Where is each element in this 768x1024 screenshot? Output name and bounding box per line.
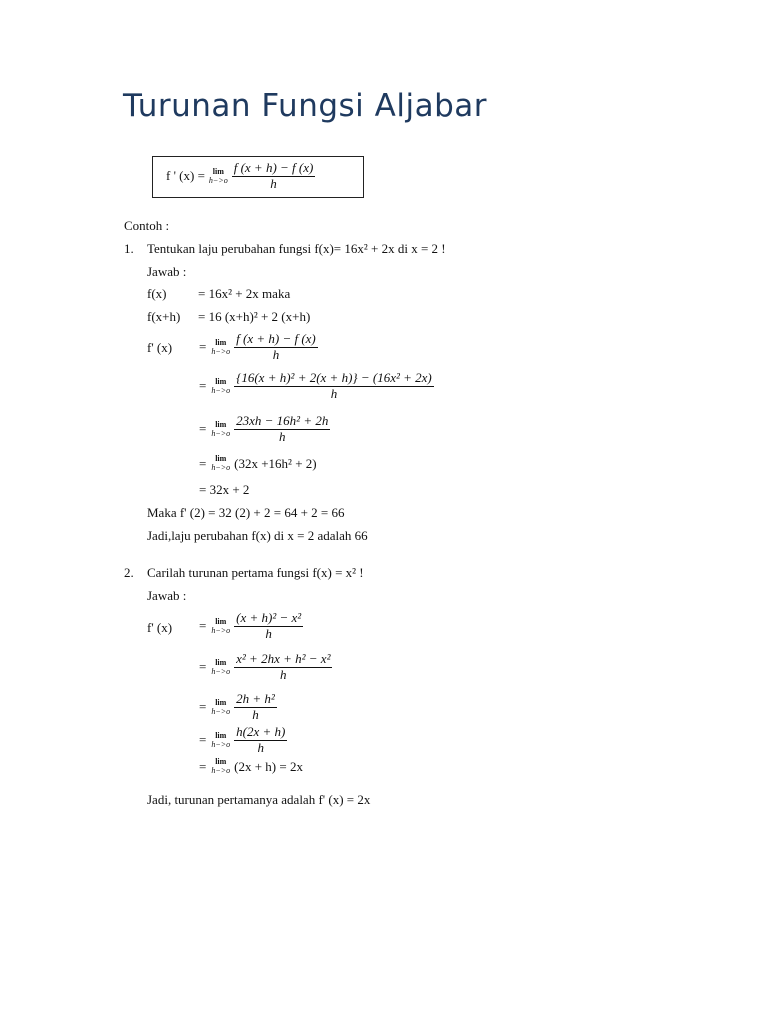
p1-step-5: = 32x + 2 (199, 482, 250, 497)
lim-word: lim (215, 730, 227, 740)
p2-jadi: Jadi, turunan pertamanya adalah f' (x) = 2x (147, 792, 371, 807)
lim-word: lim (215, 376, 227, 386)
lim-subscript: h−>o (211, 766, 231, 775)
lim-subscript: h−>o (211, 428, 231, 438)
fx-label: f(x) (147, 286, 167, 301)
lim-subscript: h−>o (211, 346, 231, 356)
lim-word: lim (215, 454, 227, 463)
equals-sign: = (199, 421, 207, 437)
p2-step-5 (199, 758, 303, 775)
p2-step-4 (199, 725, 287, 756)
lim-word: lim (212, 166, 224, 176)
equals-sign: = (199, 618, 207, 634)
fraction-numerator: h(2x + h) (236, 724, 286, 739)
lim-word: lim (215, 337, 227, 347)
contoh-label: Contoh : (124, 218, 170, 233)
step-fraction (234, 371, 434, 402)
limit-operator (211, 421, 230, 438)
step-fraction (234, 414, 330, 445)
limit-operator (211, 339, 230, 356)
definition-lhs: f ' (x) = (166, 168, 205, 184)
lim-word: lim (215, 757, 227, 766)
lim-subscript: h−>o (211, 625, 231, 635)
lim-subscript: h−>o (211, 463, 231, 472)
fraction-numerator: 23xh − 16h² + 2h (236, 413, 329, 428)
p1-step-3 (199, 414, 330, 445)
lim-subscript: h−>o (208, 175, 228, 185)
lim-subscript: h−>o (211, 739, 231, 749)
step-expression: (32x +16h² + 2) (234, 455, 317, 471)
equals-sign: = (199, 339, 207, 355)
problem1-prompt: Tentukan laju perubahan fungsi f(x)= 16x² + 2x di x = 2 ! (147, 241, 446, 256)
fraction-denominator: h (265, 625, 272, 641)
limit-operator (209, 168, 228, 185)
fraction-denominator: h (280, 666, 287, 682)
p1-step-1 (199, 332, 318, 363)
equals-sign: = (199, 758, 207, 774)
fx-value: = 16x² + 2x maka (198, 286, 291, 301)
lim-word: lim (215, 697, 227, 707)
step-fraction (234, 725, 287, 756)
step-expression: (2x + h) = 2x (234, 758, 303, 774)
definition-formula (166, 161, 315, 192)
fraction-numerator: f (x + h) − f (x) (233, 160, 314, 175)
lim-subscript: h−>o (211, 666, 231, 676)
equals-sign: = (199, 699, 207, 715)
problem2-jawab: Jawab : (147, 588, 187, 603)
step-fraction (234, 332, 318, 363)
limit-operator (211, 455, 230, 472)
p2-fprime-label: f' (x) (147, 620, 173, 635)
lim-word: lim (215, 419, 227, 429)
lim-word: lim (215, 616, 227, 626)
lim-word: lim (215, 657, 227, 667)
limit-operator (211, 659, 230, 676)
p1-step-4 (199, 455, 317, 472)
limit-operator (211, 618, 230, 635)
p2-step-3 (199, 692, 277, 723)
fraction-numerator: (x + h)² − x² (236, 610, 302, 625)
limit-operator (211, 699, 230, 716)
fraction-denominator: h (279, 428, 286, 444)
fraction-numerator: {16(x + h)² + 2(x + h)} − (16x² + 2x) (236, 370, 432, 385)
fxh-label: f(x+h) (147, 309, 181, 324)
limit-operator (211, 378, 230, 395)
fxh-value: = 16 (x+h)² + 2 (x+h) (198, 309, 311, 324)
problem1-jawab: Jawab : (147, 264, 187, 279)
definition-fraction (232, 161, 316, 192)
fraction-denominator: h (272, 346, 280, 362)
p1-fprime-label: f' (x) (147, 340, 173, 355)
fraction-numerator: 2h + h² (236, 691, 275, 706)
limit-operator (211, 732, 230, 749)
page-title: Turunan Fungsi Aljabar (123, 88, 487, 124)
problem2-number: 2. (124, 565, 134, 580)
step-fraction (234, 652, 332, 683)
p1-jadi: Jadi,laju perubahan f(x) di x = 2 adalah 66 (147, 528, 368, 543)
equals-sign: = (199, 659, 207, 675)
problem1-number: 1. (124, 241, 134, 256)
lim-subscript: h−>o (211, 385, 231, 395)
fraction-denominator: h (270, 175, 277, 191)
equals-sign: = (199, 378, 207, 394)
fraction-numerator: f (x + h) − f (x) (236, 331, 316, 346)
equals-sign: = (199, 455, 207, 471)
fraction-denominator: h (257, 739, 264, 755)
p2-step-1 (199, 611, 303, 642)
p1-step-2 (199, 371, 434, 402)
step-fraction (234, 692, 277, 723)
fraction-denominator: h (330, 385, 338, 401)
step-fraction (234, 611, 303, 642)
limit-operator (211, 758, 230, 775)
lim-subscript: h−>o (211, 706, 231, 716)
fraction-numerator: x² + 2hx + h² − x² (236, 651, 331, 666)
p1-maka: Maka f' (2) = 32 (2) + 2 = 64 + 2 = 66 (147, 505, 345, 520)
problem2-prompt: Carilah turunan pertama fungsi f(x) = x² ! (147, 565, 364, 580)
equals-sign: = (199, 732, 207, 748)
fraction-denominator: h (252, 706, 259, 722)
p2-step-2 (199, 652, 332, 683)
